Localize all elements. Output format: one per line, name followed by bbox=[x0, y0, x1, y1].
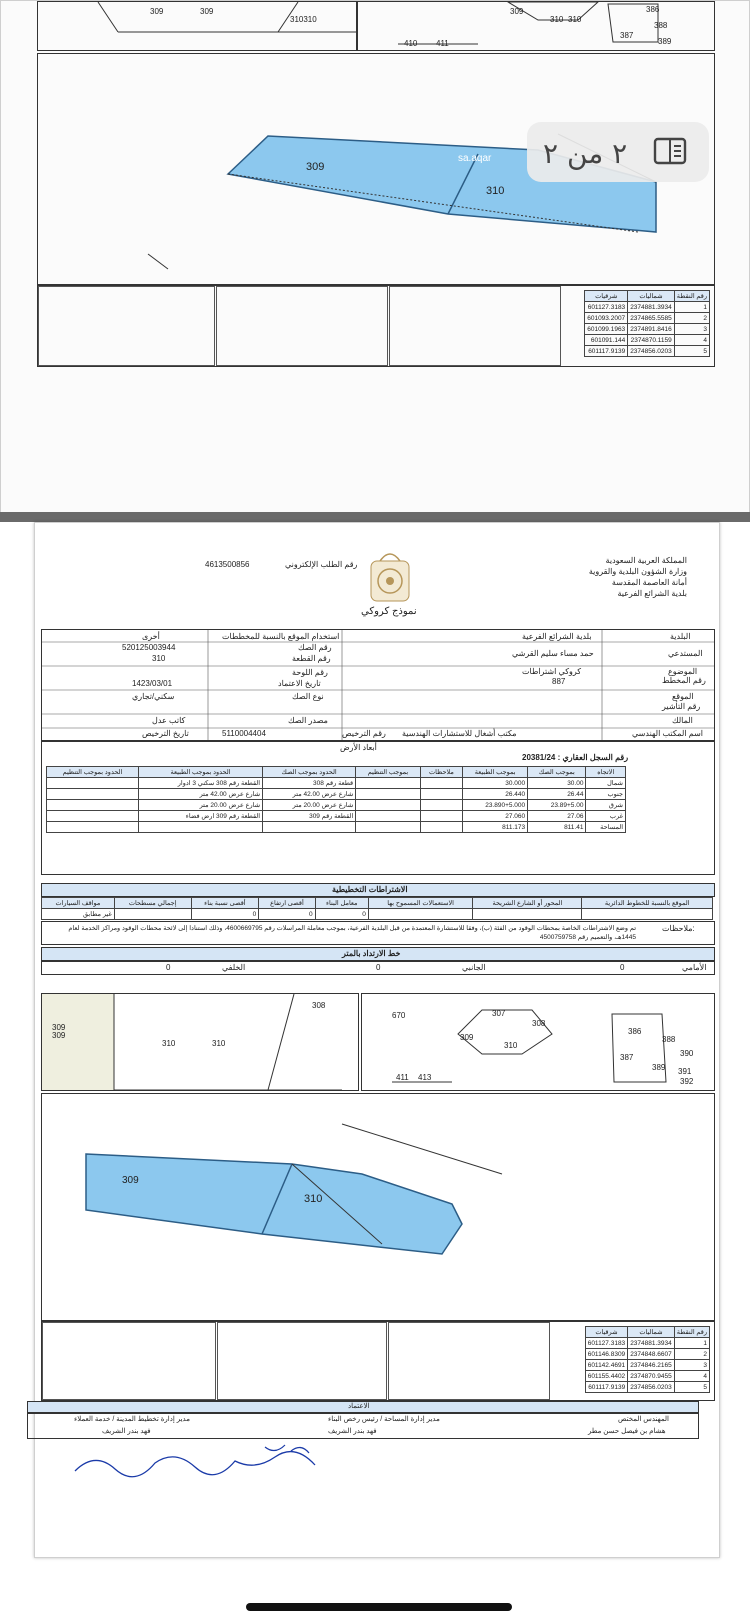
field-label: تاريخ الترخيص bbox=[142, 729, 189, 738]
dims-cell: 27.06 bbox=[528, 811, 586, 822]
coords-cell: 2374870.1159 bbox=[628, 335, 675, 346]
usage-value: أخرى bbox=[142, 632, 160, 641]
planning-header: الاستعمالات المسموح بها bbox=[368, 898, 472, 909]
setbacks-title-band bbox=[41, 947, 715, 961]
handwritten-signature bbox=[65, 1441, 325, 1481]
coords-cell: 601117.9139 bbox=[585, 1382, 627, 1393]
page-indicator[interactable] bbox=[527, 122, 709, 182]
dims-cell bbox=[47, 822, 139, 833]
coords-cell: 601127.3183 bbox=[585, 1338, 627, 1349]
dims-cell: شارع عرض 42.00 متر bbox=[139, 789, 263, 800]
dims-cell: شارع عرض 20.00 متر bbox=[263, 800, 356, 811]
plot-label: 309 bbox=[150, 7, 164, 16]
dims-cell bbox=[47, 811, 139, 822]
book-pages-icon bbox=[653, 136, 689, 168]
plot-label: 411 bbox=[396, 1073, 409, 1082]
document-page-2 bbox=[34, 522, 720, 1558]
dims-cell bbox=[420, 800, 462, 811]
dims-row bbox=[47, 800, 626, 811]
site-map-2 bbox=[41, 1093, 715, 1321]
coords-cell: 2 bbox=[674, 1349, 709, 1360]
coords-cell: 3 bbox=[674, 1360, 709, 1371]
dims-cell: شمال bbox=[586, 778, 626, 789]
dims-cell: 30.000 bbox=[463, 778, 528, 789]
dims-cell: شرق bbox=[586, 800, 626, 811]
dims-cell: جنوب bbox=[586, 789, 626, 800]
dims-cell bbox=[356, 778, 421, 789]
home-indicator[interactable] bbox=[246, 1603, 512, 1611]
dims-title: أبعاد الأرض bbox=[340, 743, 377, 752]
plot-label: 309 bbox=[200, 7, 214, 16]
dims-cell bbox=[420, 822, 462, 833]
coords-row bbox=[585, 1371, 709, 1382]
coords-cell: 601146.8309 bbox=[585, 1349, 627, 1360]
planning-header: أقصى نسبة بناء bbox=[191, 898, 259, 909]
coords-cell: 2374856.0203 bbox=[628, 1382, 675, 1393]
plot-label: 386 bbox=[646, 5, 660, 14]
coords-row bbox=[585, 324, 710, 335]
setback-label: الخلفي bbox=[222, 963, 246, 972]
planning-header: أقصى ارتفاع bbox=[259, 898, 315, 909]
license-value: 5110004404 bbox=[222, 729, 266, 738]
planning-value bbox=[368, 909, 472, 920]
notes-label: ملاحظات: bbox=[662, 924, 695, 933]
coords-cell: 601093.2007 bbox=[585, 313, 628, 324]
field-label: نوع الصك bbox=[292, 692, 324, 701]
ministry-line: أمانة العاصمة المقدسة bbox=[611, 578, 687, 587]
coords-cell: 2374848.6607 bbox=[628, 1349, 675, 1360]
dims-cell: 23.89+5.00 bbox=[528, 800, 586, 811]
coords-cell: 4 bbox=[674, 1371, 709, 1382]
subject-value: كروكي اشتراطات bbox=[522, 667, 582, 676]
dims-header: بموجب التنظيم bbox=[356, 767, 421, 778]
dims-header: بموجب الصك bbox=[528, 767, 586, 778]
coords-cell: 2374881.3934 bbox=[628, 302, 675, 313]
setback-value: 0 bbox=[620, 963, 625, 972]
coords-cell: 2374891.8416 bbox=[628, 324, 675, 335]
dims-cell bbox=[47, 789, 139, 800]
approval-title-band bbox=[27, 1401, 699, 1413]
setback-value: 0 bbox=[376, 963, 381, 972]
footer-grid-2 bbox=[41, 1321, 715, 1401]
coords-cell: 5 bbox=[674, 346, 709, 357]
coords-header: شماليات bbox=[628, 1327, 675, 1338]
coords-cell: 601117.9139 bbox=[585, 346, 628, 357]
dims-cell: القطعة رقم 309 ارض فضاء bbox=[139, 811, 263, 822]
coords-header: شرقيات bbox=[585, 291, 628, 302]
field-label: استخدام الموقع بالنسبة للمخططات bbox=[222, 632, 340, 641]
approval-role: مدير إدارة تخطيط المدينة / خدمة العملاء bbox=[74, 1416, 190, 1423]
coords-cell: 601127.3183 bbox=[585, 302, 628, 313]
plot-label: 309 bbox=[460, 1033, 474, 1042]
planning-header: إجمالي مسطحات bbox=[114, 898, 191, 909]
field-label: مصدر الصك bbox=[288, 716, 328, 725]
page-gap bbox=[0, 512, 750, 522]
planning-value: غير مطابق bbox=[42, 909, 115, 920]
plot-sketch-right bbox=[357, 1, 715, 51]
footer-grid bbox=[37, 285, 715, 367]
dims-cell: قطعة رقم 308 bbox=[263, 778, 356, 789]
coords-cell: 2374865.5585 bbox=[628, 313, 675, 324]
approval-date-value: 1423/03/01 bbox=[132, 679, 173, 688]
coords-cell: 4 bbox=[674, 335, 709, 346]
dims-cell bbox=[420, 789, 462, 800]
plot-label: 310310 bbox=[290, 15, 317, 24]
planning-table bbox=[41, 897, 713, 920]
coords-cell: 2374870.9455 bbox=[628, 1371, 675, 1382]
plot-sketch-right-2 bbox=[361, 993, 715, 1091]
notes-box bbox=[41, 921, 715, 945]
planning-value: 0 bbox=[259, 909, 315, 920]
field-label: رقم التأشير bbox=[662, 702, 701, 711]
planning-value: 0 bbox=[191, 909, 259, 920]
plot-label: 391 bbox=[678, 1067, 692, 1076]
planning-value bbox=[473, 909, 582, 920]
dims-header: ملاحظات bbox=[420, 767, 462, 778]
coords-header: رقم النقطة bbox=[674, 291, 709, 302]
request-label: رقم الطلب الإلكتروني bbox=[285, 560, 358, 569]
planning-value: 0 bbox=[315, 909, 368, 920]
registry-number: رقم السجل العقاري : 20381/24 bbox=[522, 753, 629, 762]
coords-cell: 1 bbox=[674, 302, 709, 313]
dims-row bbox=[47, 822, 626, 833]
dims-cell: القطعة رقم 308 سكني 3 ادوار bbox=[139, 778, 263, 789]
footer-cell bbox=[217, 1322, 387, 1400]
plot-label: 308 bbox=[532, 1019, 546, 1028]
coords-cell: 2374856.0203 bbox=[628, 346, 675, 357]
dims-cell: المساحة bbox=[586, 822, 626, 833]
dims-row bbox=[47, 789, 626, 800]
coords-cell: 2 bbox=[674, 313, 709, 324]
field-label: الموقع bbox=[672, 692, 694, 701]
coords-table-2 bbox=[585, 1326, 710, 1393]
dims-cell bbox=[420, 778, 462, 789]
coords-cell: 5 bbox=[674, 1382, 709, 1393]
field-label: رقم القطعة bbox=[292, 654, 331, 663]
plan-number-value: 887 bbox=[552, 677, 566, 686]
plot-label: 309 bbox=[510, 7, 524, 16]
coords-cell: 3 bbox=[674, 324, 709, 335]
coords-cell: 601091.144 bbox=[585, 335, 628, 346]
request-number: 4613500856 bbox=[205, 560, 250, 569]
watermark-text: sa.aqar bbox=[458, 153, 492, 164]
coords-cell: 601142.4691 bbox=[585, 1360, 627, 1371]
footer-cell bbox=[38, 286, 215, 366]
setback-label: الأمامي bbox=[682, 963, 707, 972]
plot-sketch-left-2 bbox=[41, 993, 359, 1091]
form-title: نموذج كروكي bbox=[361, 606, 417, 617]
planning-value bbox=[582, 909, 713, 920]
coords-cell: 2374881.3934 bbox=[628, 1338, 675, 1349]
coords-row bbox=[585, 313, 710, 324]
dims-cell bbox=[356, 822, 421, 833]
plot-label: 308 bbox=[312, 1001, 326, 1010]
plot-label: 307 bbox=[492, 1009, 506, 1018]
dimensions-table bbox=[46, 766, 626, 833]
dims-cell: شارع عرض 42.00 متر bbox=[263, 789, 356, 800]
setbacks-row bbox=[41, 961, 715, 975]
office-value: مكتب أشغال للاستشارات الهندسية bbox=[402, 729, 517, 738]
dims-cell: شارع عرض 20.00 متر bbox=[139, 800, 263, 811]
footer-cell bbox=[42, 1322, 216, 1400]
map-plot-label: 309 bbox=[122, 1175, 139, 1186]
field-label: رقم الصك bbox=[298, 643, 332, 652]
map-plot-label: 310 bbox=[486, 185, 505, 197]
map-plot-label: 310 bbox=[304, 1193, 323, 1205]
field-label: البلدية bbox=[670, 632, 691, 641]
plot-label: 390 bbox=[680, 1049, 694, 1058]
coords-row bbox=[585, 1338, 709, 1349]
plot-label: 309 bbox=[52, 1031, 66, 1040]
planning-header: معامل البناء bbox=[315, 898, 368, 909]
setback-value: 0 bbox=[166, 963, 171, 972]
footer-cell bbox=[216, 286, 388, 366]
land-dimensions-block bbox=[41, 741, 715, 875]
coords-row bbox=[585, 346, 710, 357]
ministry-line: المملكة العربية السعودية bbox=[605, 556, 687, 565]
coords-row bbox=[585, 1349, 709, 1360]
municipality-emblem-icon bbox=[365, 547, 415, 605]
setbacks-title: خط الارتداد بالمتر bbox=[342, 949, 401, 958]
dims-cell: 26.440 bbox=[463, 789, 528, 800]
planning-value bbox=[114, 909, 191, 920]
field-label: رقم اللوحة bbox=[292, 668, 328, 677]
coords-cell: 601155.4402 bbox=[585, 1371, 627, 1382]
municipality-value: بلدية الشرائع الفرعية bbox=[522, 632, 592, 641]
plot-label: 389 bbox=[658, 37, 672, 46]
deed-source-value: كاتب عدل bbox=[152, 716, 186, 725]
field-label: رقم المخطط bbox=[662, 676, 706, 685]
approval-name: فهد بندر الشريف bbox=[102, 1428, 151, 1435]
plot-sketch-left-lines bbox=[38, 2, 356, 50]
page-indicator-text: ٢ من ٢ bbox=[543, 137, 628, 170]
approval-role: مدير إدارة المساحة / رئيس رخص البناء bbox=[328, 1416, 440, 1423]
coords-cell: 601099.1963 bbox=[585, 324, 628, 335]
dims-cell: 30.00 bbox=[528, 778, 586, 789]
plot-label: 386 bbox=[628, 1027, 642, 1036]
plot-label: 410 bbox=[404, 39, 418, 48]
planning-header: مواقف السيارات bbox=[42, 898, 115, 909]
approval-title: الاعتماد bbox=[348, 1403, 370, 1410]
dims-header: الحدود بموجب الطبيعة bbox=[139, 767, 263, 778]
approval-name: هشام بن فيصل حسن مطر bbox=[588, 1428, 666, 1435]
field-label: الموضوع bbox=[668, 667, 698, 676]
footer-cell bbox=[389, 286, 561, 366]
dims-cell bbox=[47, 800, 139, 811]
coords-cell: 1 bbox=[674, 1338, 709, 1349]
approval-role: المهندس المختص bbox=[618, 1416, 669, 1423]
dims-header: الاتجاه bbox=[586, 767, 626, 778]
dims-cell: غرب bbox=[586, 811, 626, 822]
deed-type-value: سكني/تجاري bbox=[132, 692, 175, 701]
dims-cell bbox=[356, 811, 421, 822]
field-label: رقم الترخيص bbox=[342, 729, 386, 738]
dims-cell: القطعة رقم 309 bbox=[263, 811, 356, 822]
map-plot-label: 309 bbox=[306, 161, 325, 173]
ministry-header bbox=[589, 555, 687, 599]
dims-cell: 811.173 bbox=[463, 822, 528, 833]
document-page-1 bbox=[0, 0, 750, 514]
plot-label: 411 bbox=[436, 39, 449, 48]
plot-sketch-left bbox=[37, 1, 357, 51]
dims-cell: 27.060 bbox=[463, 811, 528, 822]
planning-title-band bbox=[41, 883, 715, 897]
site-map-2-drawing bbox=[42, 1094, 714, 1320]
plot-label: 670 bbox=[392, 1011, 406, 1020]
plot-number-value: 310 bbox=[152, 654, 166, 663]
plot-label: 310 bbox=[568, 15, 582, 24]
footer-cell bbox=[388, 1322, 550, 1400]
planning-title: الاشتراطات التخطيطية bbox=[332, 885, 408, 894]
plot-label: 413 bbox=[418, 1073, 432, 1082]
field-label: اسم المكتب الهندسي bbox=[632, 729, 703, 738]
dims-header: بموجب الطبيعة bbox=[463, 767, 528, 778]
plot-label: 392 bbox=[680, 1077, 694, 1086]
plot-label: 389 bbox=[652, 1063, 666, 1072]
dims-header: الحدود بموجب التنظيم bbox=[47, 767, 139, 778]
coords-cell: 2374846.2165 bbox=[628, 1360, 675, 1371]
coords-row bbox=[585, 335, 710, 346]
dims-cell bbox=[356, 800, 421, 811]
plot-label: 310 bbox=[550, 15, 564, 24]
dims-header: الحدود بموجب الصك bbox=[263, 767, 356, 778]
approval-signatures bbox=[27, 1413, 699, 1439]
coords-row bbox=[585, 302, 710, 313]
dims-cell: 23.890+5.000 bbox=[463, 800, 528, 811]
plot-label: 388 bbox=[662, 1035, 676, 1044]
dims-cell bbox=[420, 811, 462, 822]
dims-row bbox=[47, 811, 626, 822]
field-label: المستدعي bbox=[668, 649, 703, 658]
plot-label: 388 bbox=[654, 21, 668, 30]
dims-cell bbox=[356, 789, 421, 800]
plot-label: 387 bbox=[620, 1053, 634, 1062]
info-table bbox=[41, 629, 715, 741]
dims-cell bbox=[263, 822, 356, 833]
dims-cell bbox=[47, 778, 139, 789]
plot-label: 310 bbox=[162, 1039, 176, 1048]
plot-label: 310 bbox=[212, 1039, 226, 1048]
approval-name: فهد بندر الشريف bbox=[328, 1428, 377, 1435]
plot-label: 309 bbox=[52, 1023, 66, 1032]
planning-header: المحور أو الشارع الشريحة bbox=[473, 898, 582, 909]
plot-label: 310 bbox=[504, 1041, 518, 1050]
planning-header: الموقع بالنسبة للخطوط الدائرية bbox=[582, 898, 713, 909]
notes-text: تم وضع الاشتراطات الخاصة بمحطات الوقود من الفئة (ب)، وفقا للاستشارة المعتمدة من قبل البلدية الفرعية، بموجب معاملة المراسلات رقم 4600669795، وذلك استنادا إلى لائحة محطات الوقود ومراكز الخدمة لعام 1445هـ، والتعميم رقم 4500759758 bbox=[68, 925, 636, 941]
deed-number-value: 520125003944 bbox=[122, 643, 176, 652]
dims-cell bbox=[139, 822, 263, 833]
setback-label: الجانبي bbox=[462, 963, 486, 972]
ministry-line: بلدية الشرائع الفرعية bbox=[617, 589, 687, 598]
coords-table bbox=[584, 290, 710, 357]
coords-header: شرقيات bbox=[585, 1327, 627, 1338]
dims-row bbox=[47, 778, 626, 789]
coords-header: شماليات bbox=[628, 291, 675, 302]
applicant-value: حمد مساء سليم القرشي bbox=[512, 649, 594, 658]
dims-cell: 26.44 bbox=[528, 789, 586, 800]
dims-cell: 811.41 bbox=[528, 822, 586, 833]
plot-label: 387 bbox=[620, 31, 634, 40]
plot-sketch-left-2-lines bbox=[42, 994, 358, 1090]
coords-header: رقم النقطة bbox=[674, 1327, 709, 1338]
coords-row bbox=[585, 1360, 709, 1371]
field-label: المالك bbox=[672, 716, 693, 725]
coords-row bbox=[585, 1382, 709, 1393]
field-label: تاريخ الاعتماد bbox=[278, 679, 321, 688]
ministry-line: وزارة الشؤون البلدية والقروية bbox=[588, 567, 687, 576]
